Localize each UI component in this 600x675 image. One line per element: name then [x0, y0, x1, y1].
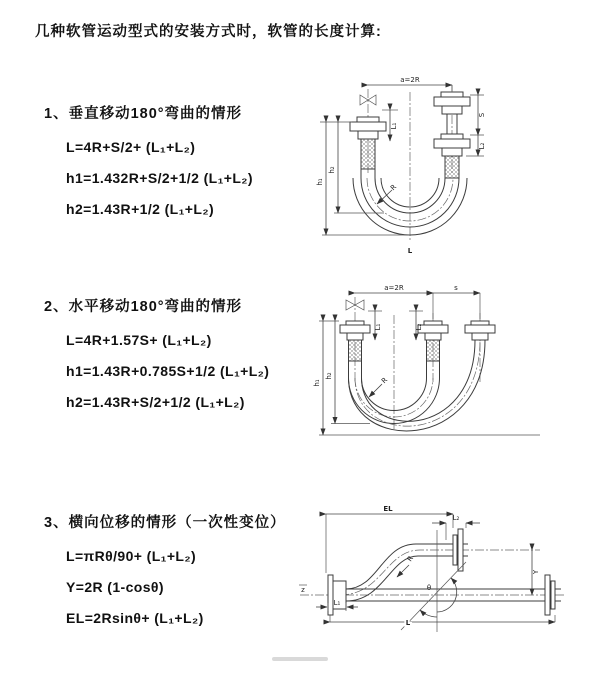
dimension-l2 — [409, 311, 423, 340]
dim-label-l2: L₂ — [452, 514, 460, 522]
formula-l1: L=4R+S/2+ (L₁+L₂) — [66, 139, 196, 155]
length-label: L — [407, 247, 413, 255]
dimension-l2 — [478, 135, 486, 156]
theta-label: θ — [426, 584, 432, 592]
dim-label-a: a=2R — [400, 76, 420, 84]
right-flange-connector — [465, 321, 495, 340]
section-2-text — [44, 297, 334, 418]
hose-braid — [349, 340, 362, 361]
diagram-lateral-displacement — [296, 500, 596, 650]
left-flange-connector — [328, 575, 346, 615]
formula-h1-2: h1=1.43R+0.785S+1/2 (L₁+L₂) — [66, 363, 270, 379]
dim-label-l1: L₁ — [390, 122, 398, 130]
dimension-l — [330, 615, 555, 627]
dim-label-a: a=2R — [384, 284, 404, 292]
dim-label-h1: h₁ — [316, 178, 324, 186]
dimension-el — [326, 505, 453, 573]
section-1-text — [44, 104, 334, 225]
formula-l2: L=4R+1.57S+ (L₁+L₂) — [66, 332, 212, 348]
radius-leader — [377, 183, 398, 204]
dim-label-l2: L₂ — [478, 142, 486, 150]
dim-label-h2: h₂ — [328, 166, 336, 174]
dim-label-s: s — [454, 284, 458, 292]
dimension-y — [532, 550, 540, 595]
dim-label-l: L — [405, 619, 411, 627]
hose-braid — [427, 340, 440, 361]
radius-leader — [369, 376, 389, 397]
radius-label: R — [389, 183, 399, 193]
dimension-s — [433, 284, 480, 319]
radius-label: R — [380, 376, 390, 386]
diagram-vertical-180-bend — [306, 62, 586, 262]
axis-z-label: z — [301, 586, 305, 594]
formula-h2: h2=1.43R+1/2 (L₁+L₂) — [66, 201, 215, 217]
dim-label-y: Y — [532, 569, 540, 575]
page-title: 几种软管运动型式的安装方式时，软管的长度计算: — [35, 24, 382, 40]
radius-leader — [397, 554, 415, 577]
radius-label: R — [405, 554, 416, 564]
centerlines — [355, 297, 480, 431]
formula-h2-2: h2=1.43R+S/2+1/2 (L₁+L₂) — [66, 394, 245, 410]
dimension-a-2r — [368, 76, 452, 91]
dim-label-l2: L₂ — [415, 323, 423, 331]
dimension-a-2r — [355, 284, 433, 319]
formula-h1: h1=1.432R+S/2+1/2 (L₁+L₂) — [66, 170, 253, 186]
hose-braid — [445, 156, 459, 178]
formula-l3: L=πRθ/90+ (L₁+L₂) — [66, 548, 197, 564]
section-2-heading: 2、水平移动180°弯曲的情形 — [44, 299, 243, 315]
dim-label-el: EL — [383, 505, 393, 513]
section-1-heading: 1、垂直移动180°弯曲的情形 — [44, 106, 243, 122]
formula-el: EL=2Rsinθ+ (L₁+L₂) — [66, 610, 204, 626]
dim-label-h1: h₁ — [313, 379, 321, 387]
section-3-text — [44, 513, 334, 634]
dim-label-s: S — [478, 112, 486, 118]
footer-mark — [272, 657, 328, 661]
dim-label-l1: L₁ — [374, 323, 382, 331]
dim-label-l1: L₁ — [333, 599, 341, 607]
hose-braid — [361, 139, 375, 169]
right-flange-connector — [434, 92, 470, 178]
formula-y: Y=2R (1-cosθ) — [66, 579, 164, 595]
diagram-horizontal-180-bend — [308, 283, 588, 458]
left-flange-connector — [350, 117, 386, 178]
section-3-heading: 3、横向位移的情形（一次性变位） — [44, 515, 286, 531]
dim-label-h2: h₂ — [325, 372, 333, 380]
axis-z-symbol — [299, 585, 307, 594]
